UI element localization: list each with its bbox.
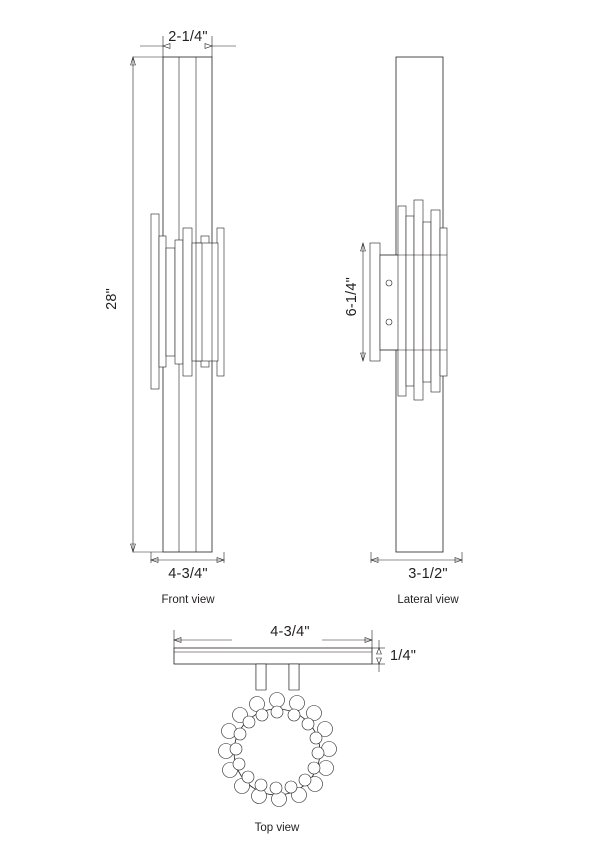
top-view-caption: Top view	[254, 822, 300, 834]
lateral-height-dimension	[361, 243, 366, 361]
top-thickness-dimension	[372, 640, 385, 672]
lateral-height-dimension-label: 6-1/4"	[344, 277, 360, 317]
top-width-dimension-label: 4-3/4"	[270, 624, 310, 640]
front-bottom-dimension-label: 4-3/4"	[168, 566, 208, 582]
front-height-dimension-label: 28"	[104, 288, 120, 310]
front-view-caption: Front view	[161, 594, 215, 606]
lateral-bottom-dimension	[371, 552, 462, 563]
lateral-view-caption: Lateral view	[397, 594, 459, 606]
top-thickness-dimension-label: 1/4"	[390, 648, 417, 664]
front-bottom-dimension	[151, 552, 224, 563]
front-view-geometry	[151, 57, 224, 552]
lateral-view-geometry	[370, 57, 447, 552]
lateral-bottom-dimension-label: 3-1/2"	[408, 566, 448, 582]
front-top-dimension-label: 2-1/4"	[168, 29, 208, 45]
top-view-geometry	[174, 648, 372, 807]
